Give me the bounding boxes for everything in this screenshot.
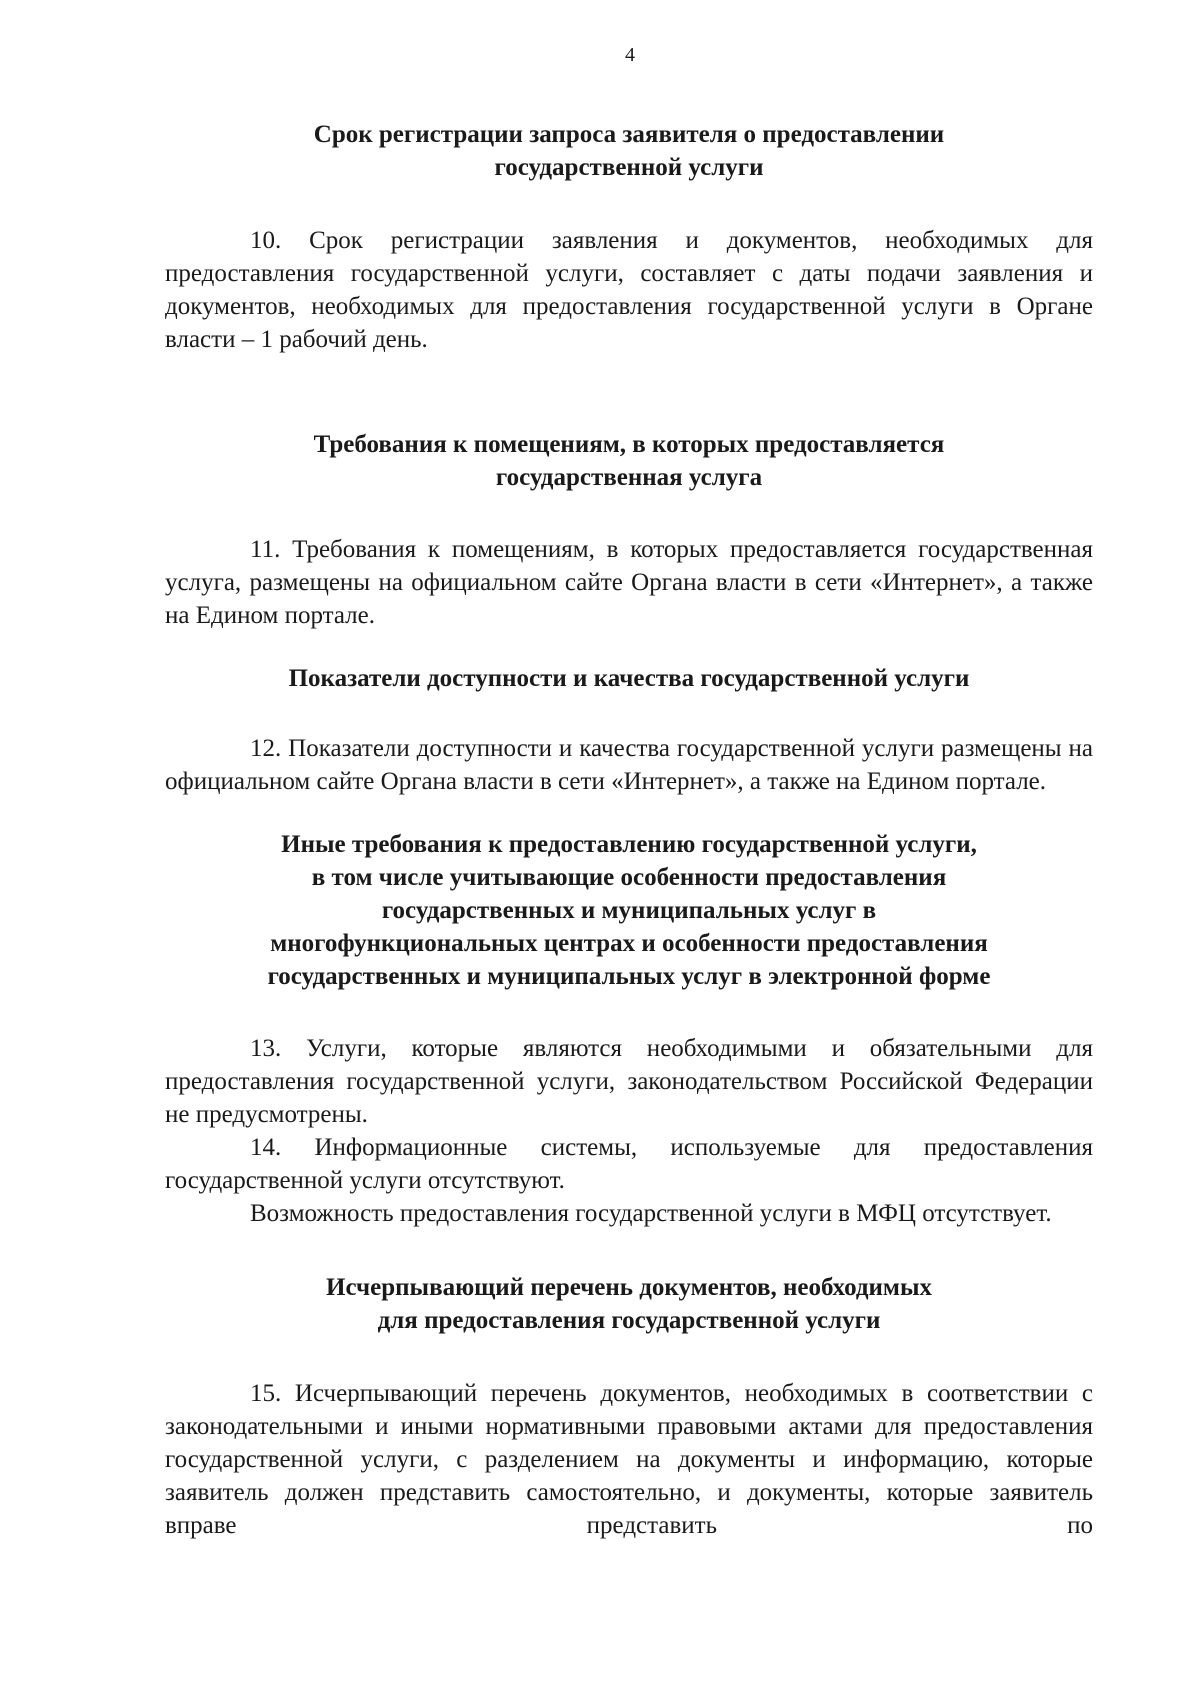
paragraph-13: 13. Услуги, которые являются необходимыми и обязательными для предоставления государственной услуги, законодательством Российской Федерации не предусмотрены. (165, 1035, 1093, 1128)
section-heading-other-requirements (165, 828, 1093, 993)
paragraph-14: 14. Информационные системы, используемые для предоставления государственной услуги отсутствуют. (165, 1134, 1093, 1194)
page-number: 4 (625, 44, 635, 66)
paragraph-15: 15. Исчерпывающий перечень документов, необходимых в соответствии с законодательными и иными нормативными правовыми актами для предоставления государственной услуги, с разделением на документы и информацию, которые заявитель должен представить самостоятельно, и документы, которые заявитель вправе представить по (165, 1380, 1093, 1539)
heading-line: государственных и муниципальных услуг в электронной форме (267, 963, 991, 990)
heading-line: для предоставления государственной услуги (377, 1307, 881, 1334)
paragraph-mfc-note: Возможность предоставления государственной услуги в МФЦ отсутствует. (250, 1200, 1052, 1227)
heading-line: Исчерпывающий перечень документов, необходимых (326, 1274, 932, 1301)
heading-line: многофункциональных центрах и особенности предоставления (270, 930, 988, 957)
heading-line: Показатели доступности и качества государственной услуги (288, 665, 970, 692)
heading-line: Требования к помещениям, в которых предоставляется (313, 431, 945, 458)
paragraph-10: 10. Срок регистрации заявления и документов, необходимых для предоставления государственной услуги, составляет с даты подачи заявления и документов, необходимых для предоставления государственной услуги в Органе власти – 1 рабочий день. (165, 227, 1093, 353)
heading-line: в том числе учитывающие особенности предоставления (311, 864, 947, 891)
heading-line: государственной услуги (494, 154, 764, 181)
section-heading-premises-requirements (165, 428, 1093, 494)
heading-line: государственных и муниципальных услуг в (381, 897, 877, 924)
heading-line: Иные требования к предоставлению государственной услуги, (281, 831, 977, 858)
section-heading-registration-term (165, 118, 1093, 184)
section-heading-accessibility-indicators (165, 662, 1093, 695)
heading-line: государственная услуга (495, 464, 763, 491)
document-body (165, 118, 1093, 1542)
paragraph-12: 12. Показатели доступности и качества государственной услуги размещены на официальном сайте Органа власти в сети «Интернет», а также на Едином портале. (165, 735, 1093, 795)
paragraph-11: 11. Требования к помещениям, в которых предоставляется государственная услуга, размещены на официальном сайте Органа власти в сети «Интернет», а также на Едином портале. (165, 536, 1093, 629)
section-heading-documents-list (165, 1271, 1093, 1337)
heading-line: Срок регистрации запроса заявителя о предоставлении (313, 121, 945, 148)
